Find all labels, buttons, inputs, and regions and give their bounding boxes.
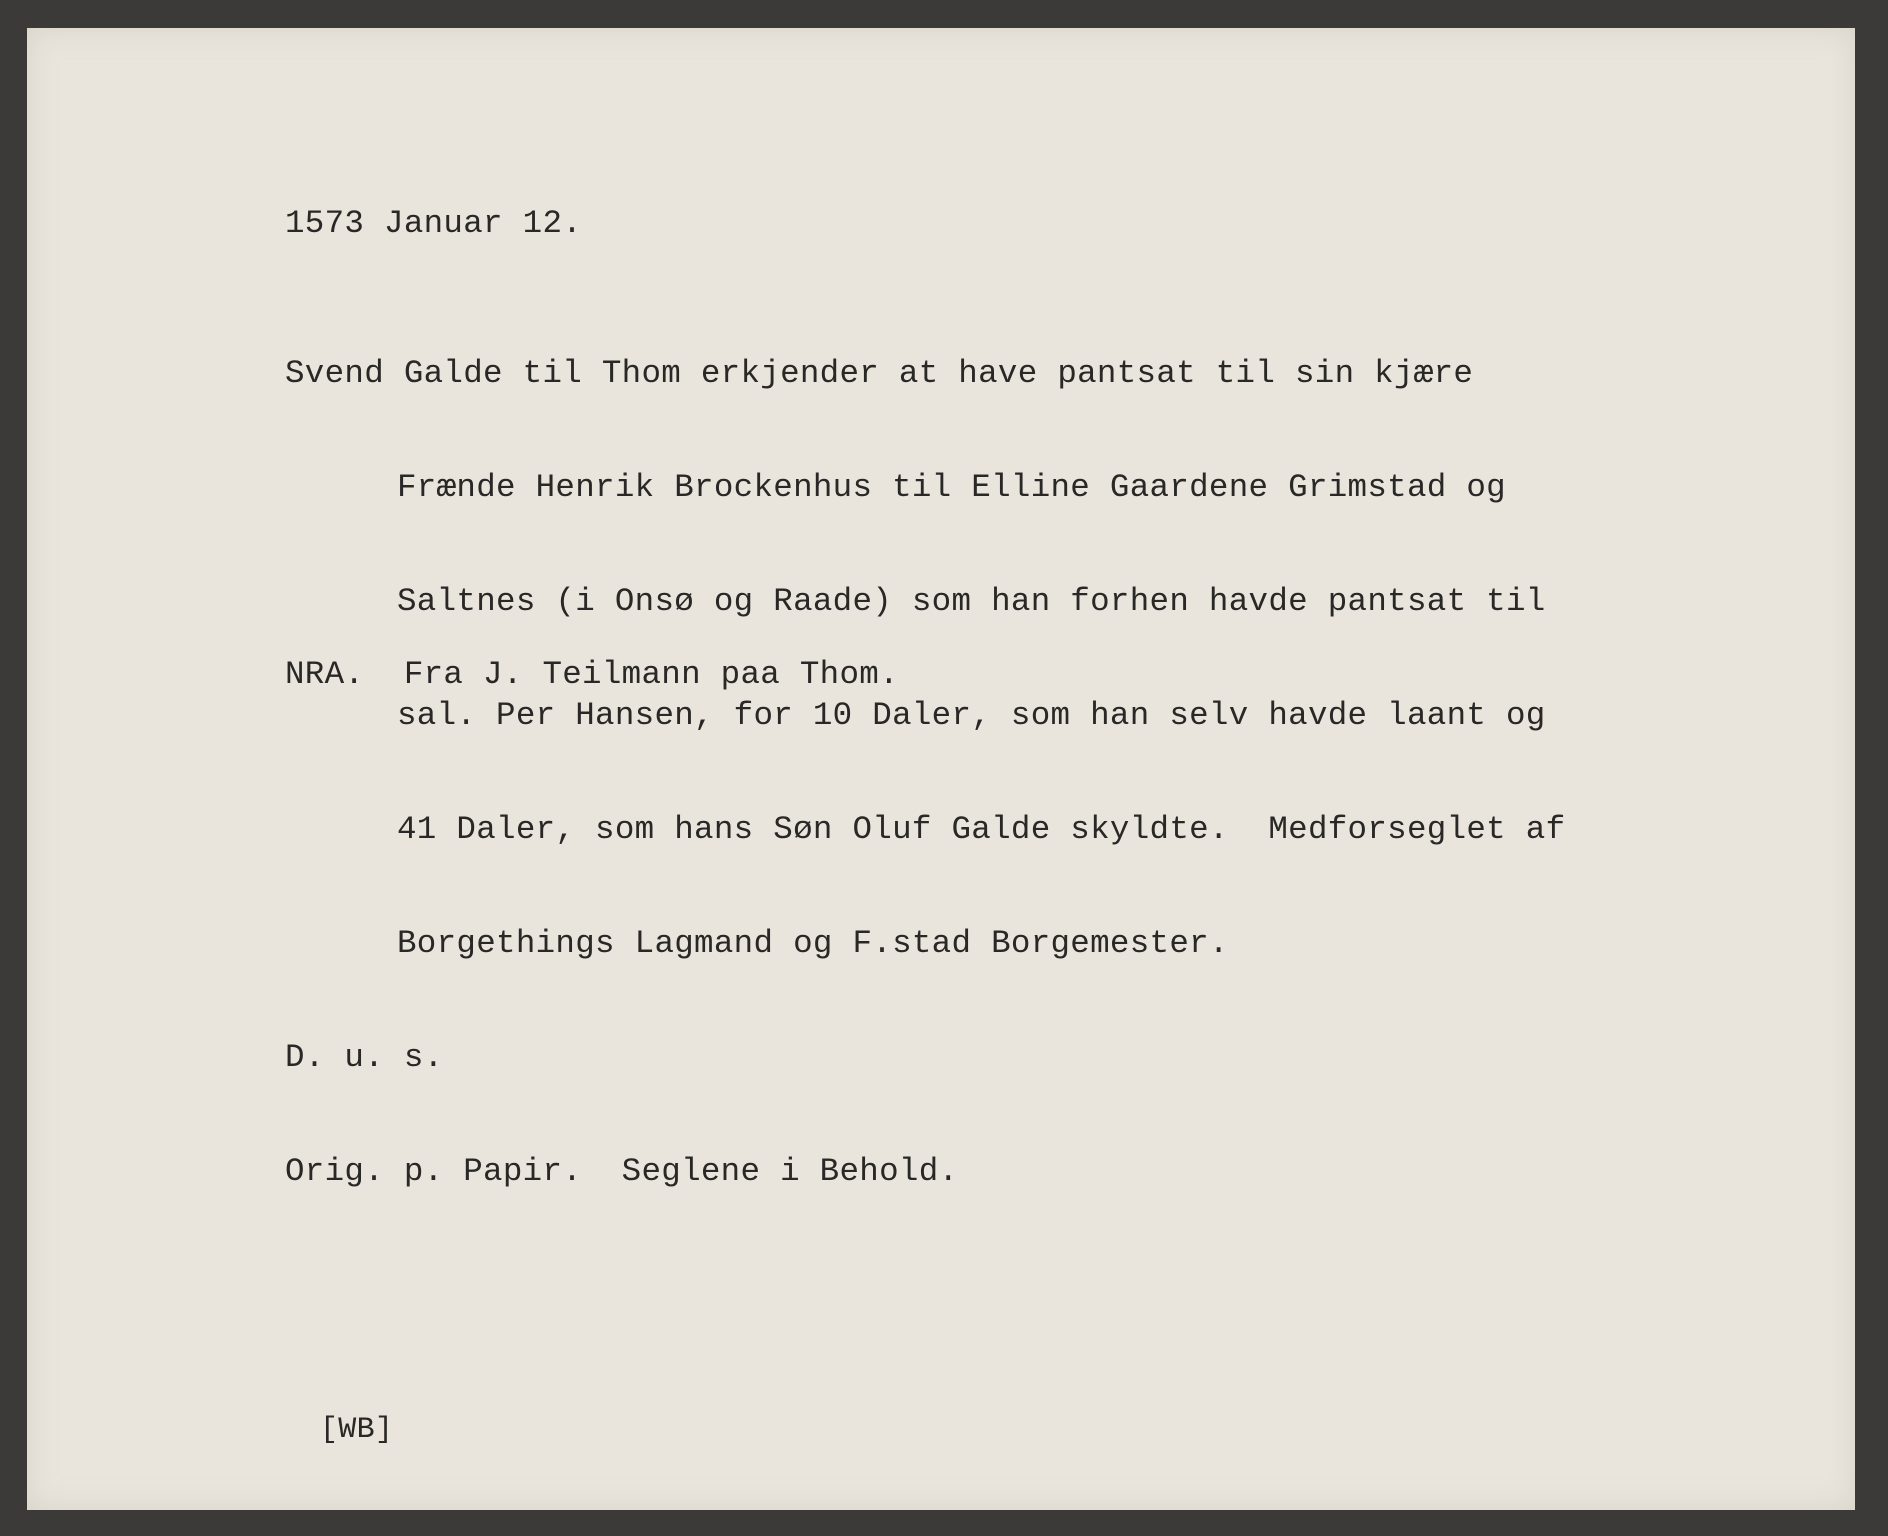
note-dus: D. u. s. xyxy=(285,1039,444,1076)
regest-line: Svend Galde til Thom erkjender at have pantsat til sin kjære xyxy=(285,355,1474,392)
regest-line: Frænde Henrik Brockenhus til Elline Gaardene Grimstad og xyxy=(397,469,1506,506)
entry-text xyxy=(285,279,1565,1229)
note-original: Orig. p. Papir. Seglene i Behold. xyxy=(285,1153,959,1190)
regest-line: Saltnes (i Onsø og Raade) som han forhen havde pantsat til xyxy=(397,583,1546,620)
regest-line: Borgethings Lagmand og F.stad Borgemester. xyxy=(397,925,1229,962)
regest-line: 41 Daler, som hans Søn Oluf Galde skyldte. Medforseglet af xyxy=(397,811,1566,848)
initials: [WB] xyxy=(320,1413,394,1447)
archive-source: NRA. Fra J. Teilmann paa Thom. xyxy=(285,656,899,693)
entry-date: 1573 Januar 12. xyxy=(285,205,583,242)
regest-line: sal. Per Hansen, for 10 Daler, som han selv havde laant og xyxy=(397,697,1546,734)
